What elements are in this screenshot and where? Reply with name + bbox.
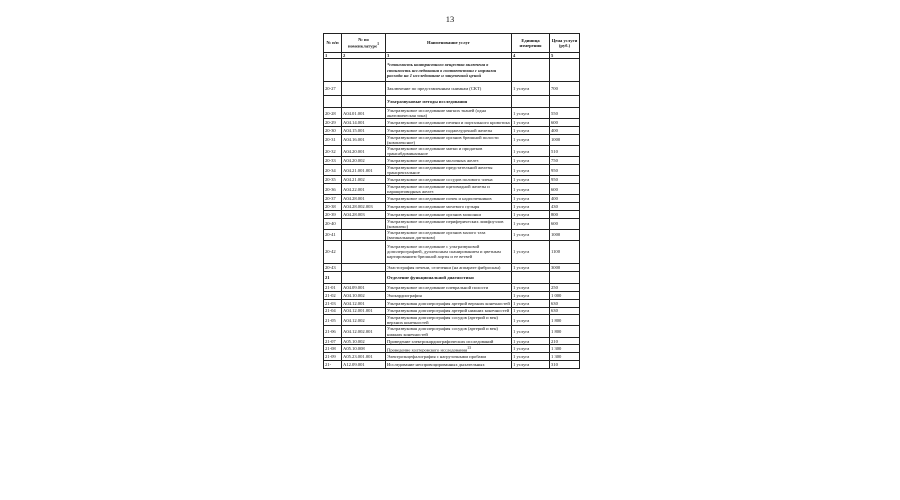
table-row	[324, 218, 580, 229]
table-row	[324, 127, 580, 135]
row-code: А05.10.002	[342, 337, 386, 345]
header-nomenclature: № по номенклатуре$^1$	[342, 34, 386, 53]
row-service-name: Ультразвуковое исследование периферических лимфоузлов (комплекс)	[386, 218, 512, 229]
row-price: 950	[550, 165, 580, 176]
column-number: 3	[386, 53, 512, 59]
row-unit: 1 услуга	[512, 165, 550, 176]
row-unit: 1 услуга	[512, 263, 550, 271]
row-number: 20-32	[324, 146, 342, 157]
row-service-name: Ультразвуковое исследование плевральной полости	[386, 283, 512, 291]
row-price: 600	[550, 183, 580, 194]
section-number: 21	[324, 271, 342, 283]
row-service-name: Ультразвуковое исследование молочных желез	[386, 157, 512, 165]
row-unit: 1 услуга	[512, 127, 550, 135]
table-row	[324, 195, 580, 203]
section-functional-diagnostics	[324, 271, 580, 283]
row-unit: 1 услуга	[512, 176, 550, 184]
row-unit: 1 услуга	[512, 337, 550, 345]
header-unit: Единица измерения	[512, 34, 550, 53]
row-code: А04.16.001	[342, 134, 386, 145]
row-service-name: Заключение по представленным снимкам (СКТ)	[386, 82, 512, 96]
column-number: 1	[324, 53, 342, 59]
row-unit: 1 услуга	[512, 157, 550, 165]
table-row	[324, 337, 580, 345]
row-price: 630	[550, 307, 580, 315]
row-number: 21-03	[324, 299, 342, 307]
row-price: 1 800	[550, 315, 580, 326]
row-unit: 1 услуга	[512, 283, 550, 291]
row-service-name: Ультразвуковое исследование почек и надпочечников	[386, 195, 512, 203]
section-ultrasound	[324, 96, 580, 108]
section-price	[550, 271, 580, 283]
row-code: А04.20.002	[342, 157, 386, 165]
row-service-name: Ультразвуковое исследование поджелудочной железы	[386, 127, 512, 135]
table-header-row	[324, 34, 580, 53]
row-number: 20-27	[324, 82, 342, 96]
row-code: А04.28.003	[342, 210, 386, 218]
row-price: 750	[550, 157, 580, 165]
row-service-name: Ультразвуковое исследование сосудов полового члена	[386, 176, 512, 184]
table-row	[324, 183, 580, 194]
row-unit: 1 услуга	[512, 315, 550, 326]
row-code: А12.09.001	[342, 361, 386, 369]
row-code: А04.22.001	[342, 183, 386, 194]
row-number: 20-33	[324, 157, 342, 165]
table-row	[324, 165, 580, 176]
row-number: 21-02	[324, 291, 342, 299]
table-row	[324, 361, 580, 369]
row-unit: 1 услуга	[512, 345, 550, 353]
table-row	[324, 210, 580, 218]
row-price: 400	[550, 195, 580, 203]
row-unit: 1 услуга	[512, 108, 550, 119]
table-row	[324, 108, 580, 119]
section-unit	[512, 96, 550, 108]
table-row	[324, 146, 580, 157]
table-row	[324, 119, 580, 127]
row-service-name: Ультразвуковое исследование мочевого пузыря	[386, 202, 512, 210]
table-body	[324, 59, 580, 369]
row-number: 21-	[324, 361, 342, 369]
row-unit: 1 услуга	[512, 210, 550, 218]
row-number: 21-05	[324, 315, 342, 326]
row-code	[342, 240, 386, 263]
row-code	[342, 82, 386, 96]
row-service-name: Ультразвуковое исследование печени и портального кровотока	[387, 120, 510, 126]
row-unit: 1 услуга	[512, 361, 550, 369]
row-price: 1000	[550, 134, 580, 145]
row-service-name: Ультразвуковая допплерография артерий нижних конечностей	[386, 307, 512, 315]
row-price: 800	[550, 210, 580, 218]
column-number: 2	[342, 53, 386, 59]
row-code: А04.12.001.001	[342, 307, 386, 315]
row-service-name: Электроэнцефалография с нагрузочными пробами	[386, 353, 512, 361]
row-price: 1000	[550, 229, 580, 240]
row-code: А05.23.001.001	[342, 353, 386, 361]
row-service-name: Ультразвуковое исследование матки и придатков трансабдоминальное	[386, 146, 512, 157]
section-code	[342, 271, 386, 283]
page-number: 13	[445, 14, 455, 24]
row-number: 20-34	[324, 165, 342, 176]
section-title: Ультразвуковые методы исследования	[386, 96, 512, 108]
row-service-name: Эхокардиография	[386, 291, 512, 299]
row-service-name: Исследование неспровоцированных дыхательных	[386, 361, 512, 369]
row-service-name: Ультразвуковое исследование органов мошонки	[386, 210, 512, 218]
row-price: 1 800	[550, 326, 580, 337]
row-number: 20-29	[324, 119, 342, 127]
footnote-marker: 13	[467, 345, 471, 350]
row-number: 20-31	[324, 134, 342, 145]
row-service-name: Проведение электрокардиографических исследований	[386, 337, 512, 345]
row-unit: 1 услуга	[512, 119, 550, 127]
row-code	[342, 218, 386, 229]
row-price: 600	[550, 119, 580, 127]
table-row	[324, 240, 580, 263]
row-service-name: Проведение холтеровского исследования$^{13}$	[386, 345, 512, 353]
table-row	[324, 82, 580, 96]
row-code	[342, 229, 386, 240]
row-code: А04.14.001	[342, 119, 386, 127]
row-code: А04.09.001	[342, 283, 386, 291]
row-code	[342, 263, 386, 271]
header-service-name: Наименование услуг	[386, 34, 512, 53]
row-service-name: Эластография печени, селезенки (на аппарате фиброскан)	[386, 263, 512, 271]
row-unit: 1 услуга	[512, 134, 550, 145]
row-number: 20-43	[324, 263, 342, 271]
row-number: 21-07	[324, 337, 342, 345]
row-unit: 1 услуга	[512, 146, 550, 157]
row-price: 250	[550, 283, 580, 291]
row-unit: 1 услуга	[512, 183, 550, 194]
row-price: 310	[550, 361, 580, 369]
row-service-name: Ультразвуковое исследование предстательной железы трансректальное	[386, 165, 512, 176]
section-unit	[512, 271, 550, 283]
row-number: 20-38	[324, 202, 342, 210]
table-row	[324, 291, 580, 299]
row-number: 20-36	[324, 183, 342, 194]
row-code: А04.10.002	[342, 291, 386, 299]
row-number: 21-04	[324, 307, 342, 315]
note-row	[324, 59, 580, 82]
row-price: 700	[550, 82, 580, 96]
row-number: 21-01	[324, 283, 342, 291]
row-number: 20-35	[324, 176, 342, 184]
row-price: 550	[550, 108, 580, 119]
row-number: 20-28	[324, 108, 342, 119]
price-table	[323, 33, 580, 369]
row-unit: 1 услуга	[512, 240, 550, 263]
row-price: 1 000	[550, 291, 580, 299]
row-price: 400	[550, 127, 580, 135]
table-row	[324, 229, 580, 240]
section-price	[550, 96, 580, 108]
row-code: А04.21.002	[342, 176, 386, 184]
header-number: № п/п	[324, 34, 342, 53]
table-row	[324, 202, 580, 210]
row-code: А04.12.002.001	[342, 326, 386, 337]
row-service-name: Ультразвуковое исследование щитовидной железы и паращитовидных желез	[386, 183, 512, 194]
section-title: Отделение функциональной диагностики	[386, 271, 512, 283]
row-number: 21-08	[324, 345, 342, 353]
header-price: Цена услуги (руб.)	[550, 34, 580, 53]
table-row	[324, 315, 580, 326]
row-service-name: Ультразвуковое исследование органов малого таза (вагинальным датчиком)	[386, 229, 512, 240]
row-price: 3000	[550, 263, 580, 271]
row-unit: 1 услуга	[512, 195, 550, 203]
row-price: 1 300	[550, 345, 580, 353]
row-number: 20-37	[324, 195, 342, 203]
table-row	[324, 299, 580, 307]
row-price: 950	[550, 176, 580, 184]
table-row	[324, 157, 580, 165]
row-price: 630	[550, 299, 580, 307]
row-number: 21-06	[324, 326, 342, 337]
row-service-name: Ультразвуковая допплерография артерий верхних конечностей	[387, 300, 510, 306]
row-price: 1100	[550, 240, 580, 263]
column-number: 5	[550, 53, 580, 59]
row-number: 20-41	[324, 229, 342, 240]
row-unit: 1 услуга	[512, 218, 550, 229]
row-unit: 1 услуга	[512, 202, 550, 210]
row-service-name: Ультразвуковое исследование мягких тканей (одна анатомическая зона)	[386, 108, 512, 119]
row-code: А04.12.002	[342, 315, 386, 326]
row-price: 430	[550, 202, 580, 210]
row-code: А04.28.002.003	[342, 202, 386, 210]
row-service-name: Ультразвуковая допплерография сосудов (артерий и вен) верхних конечностей	[386, 315, 512, 326]
row-code: А04.28.001	[342, 195, 386, 203]
row-code: А04.15.001	[342, 127, 386, 135]
row-unit: 1 услуга	[512, 82, 550, 96]
row-price: 210	[550, 337, 580, 345]
table-row	[324, 263, 580, 271]
row-number: 20-42	[324, 240, 342, 263]
row-price: 1 300	[550, 353, 580, 361]
table-row	[324, 307, 580, 315]
contrast-note: *стоимость контрастного вещества включена в стоимость исследования в соответствии с нормами расхода на 1 исследование и закупочной ценой	[386, 59, 512, 82]
table-row	[324, 353, 580, 361]
row-number: 21-09	[324, 353, 342, 361]
row-code: А04.20.001	[342, 146, 386, 157]
row-unit: 1 услуга	[512, 326, 550, 337]
column-number: 4	[512, 53, 550, 59]
row-code: А04.12.001	[342, 299, 386, 307]
row-code: А05.10.008	[342, 345, 386, 353]
row-number: 20-39	[324, 210, 342, 218]
row-code: А04.21.001.001	[342, 165, 386, 176]
table-row	[324, 176, 580, 184]
row-code: А04.01.001	[342, 108, 386, 119]
table-row	[324, 283, 580, 291]
section-code	[342, 96, 386, 108]
table-row	[324, 134, 580, 145]
row-unit: 1 услуга	[512, 353, 550, 361]
row-unit: 1 услуга	[512, 307, 550, 315]
row-service-name: Ультразвуковое исследование органов брюшной полости (комплексное)	[386, 134, 512, 145]
table-row	[324, 345, 580, 353]
row-unit: 1 услуга	[512, 229, 550, 240]
row-service-name: Ультразвуковое исследование с ультразвуковой допплерографией, дуплексным сканированием и цветным картированием брюшной аорты и ее ветвей	[386, 240, 512, 263]
row-unit: 1 услуга	[512, 291, 550, 299]
row-service-name: Ультразвуковая допплерография сосудов (артерий и вен) нижних конечностей	[386, 326, 512, 337]
section-number	[324, 96, 342, 108]
row-number: 20-40	[324, 218, 342, 229]
row-price: 600	[550, 218, 580, 229]
table-row	[324, 326, 580, 337]
row-unit: 1 услуга	[512, 299, 550, 307]
row-price: 510	[550, 146, 580, 157]
row-number: 20-30	[324, 127, 342, 135]
